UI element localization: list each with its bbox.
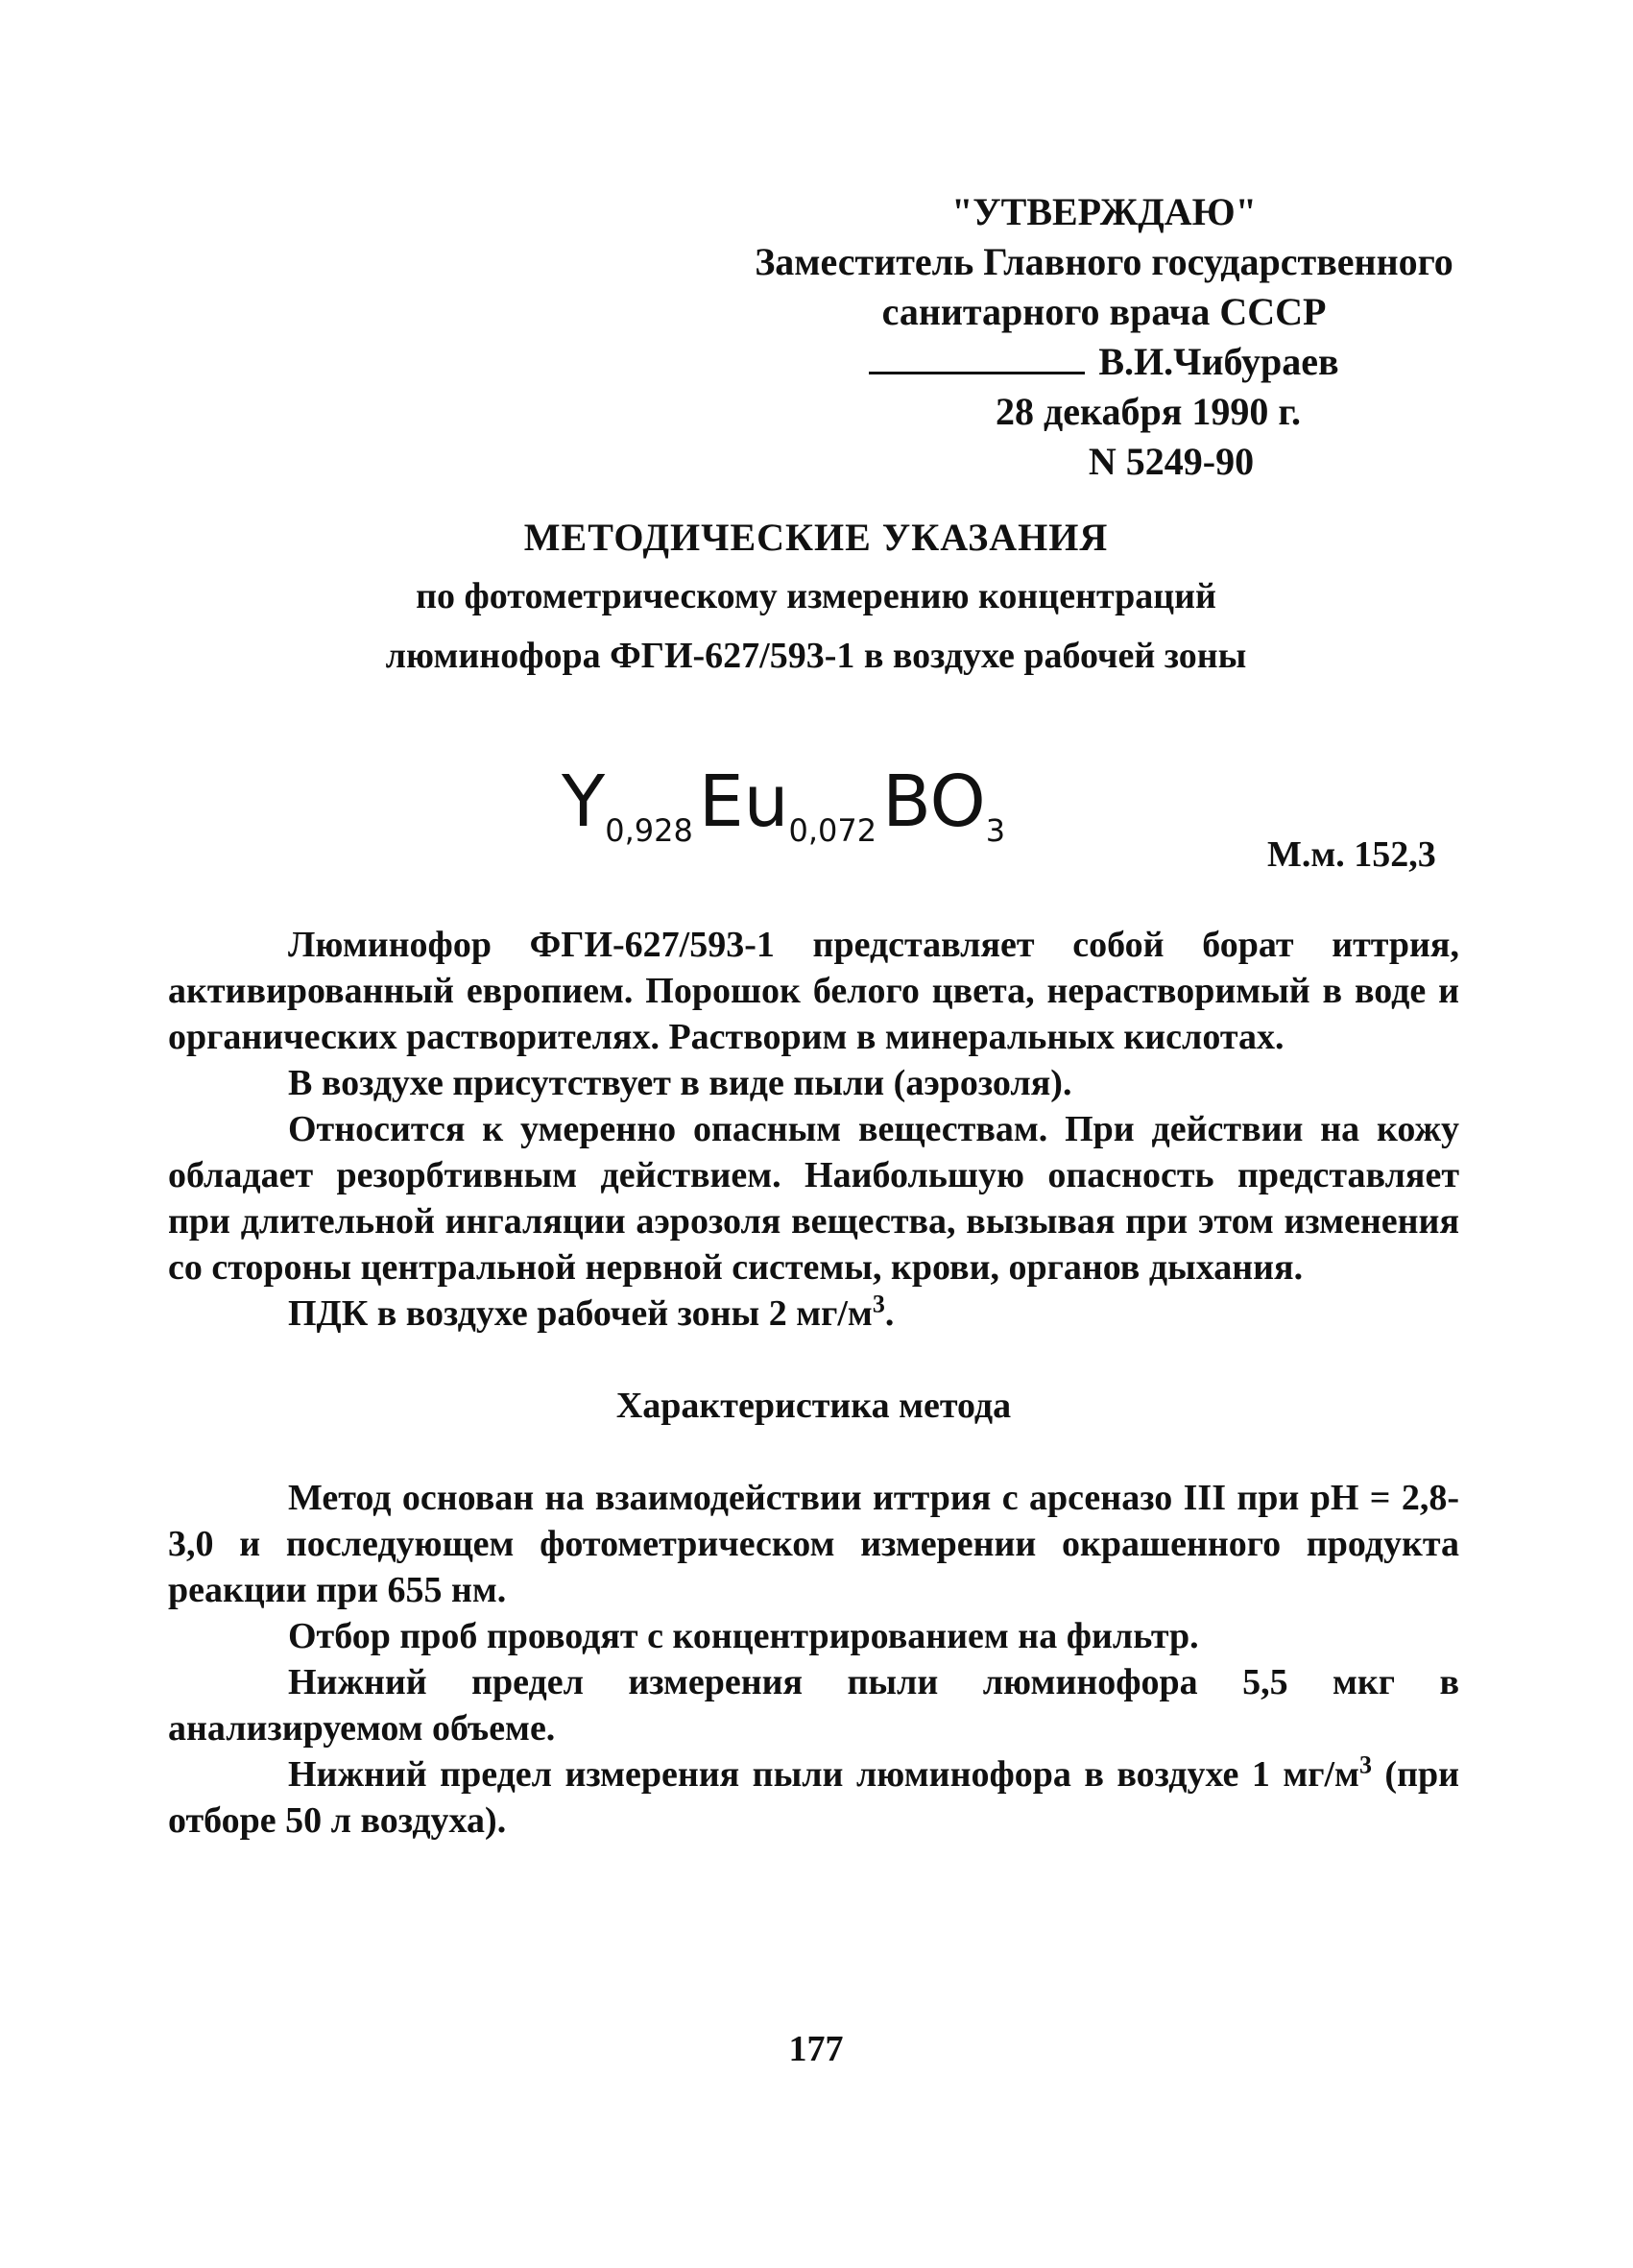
- approval-block: [691, 187, 1517, 487]
- molar-mass: М.м. 152,3: [1267, 834, 1436, 875]
- limit-air-text: Нижний предел измерения пыли люминофора в воздухе 1 мг/м: [288, 1754, 1359, 1795]
- paragraph-lower-limit-air: [168, 1751, 1459, 1844]
- formula-bo: BO: [882, 760, 986, 843]
- formula-eu: Eu: [698, 760, 789, 843]
- paragraph-method: Метод основан на взаимодействии иттрия с арсеназо III при pH = 2,8-3,0 и последующем фотометрическом измерении окрашенного продукта реакции при 655 нм.: [168, 1478, 1459, 1610]
- paragraph-sampling: Отбор проб проводят с концентрированием на фильтр.: [288, 1616, 1199, 1656]
- formula-eu-subscript: 0,072: [788, 812, 877, 849]
- limit-air-end: (при отборе 50 л воздуха).: [168, 1754, 1460, 1841]
- approval-position-line1: Заместитель Главного государственного: [755, 240, 1453, 283]
- paragraph-description: Люминофор ФГИ-627/593-1 представляет собой борат иттрия, активированный европием. Порошок белого цвета, нерастворимый в воде и органических растворителях. Растворим в минеральных кислотах.: [168, 925, 1459, 1057]
- paragraph-lower-limit: Нижний предел измерения пыли люминофора 5,5 мкг в анализируемом объеме.: [168, 1662, 1459, 1749]
- approval-position-line2: санитарного врача СССР: [881, 290, 1327, 333]
- title-line1: МЕТОДИЧЕСКИЕ УКАЗАНИЯ: [523, 516, 1109, 559]
- document-title: [163, 509, 1469, 686]
- pdk-text: ПДК в воздухе рабочей зоны 2 мг/м: [288, 1293, 873, 1334]
- approval-date: 28 декабря 1990 г.: [996, 390, 1301, 433]
- paragraph-hazard: Относится к умеренно опасным веществам. При действии на кожу обладает резорбтивным действием. Наибольшую опасность представляет при длительной ингаляции аэрозоля вещества, вызывая при этом изменения со стороны центральной нервной системы, крови, органов дыхания.: [168, 1109, 1459, 1288]
- pdk-end: .: [884, 1293, 895, 1334]
- paragraph-pdk: [168, 1291, 1459, 1337]
- body-text: [168, 922, 1459, 1844]
- approval-stamp: "УТВЕРЖДАЮ": [951, 190, 1257, 233]
- section-title: Характеристика метода: [615, 1386, 1012, 1426]
- paragraph-air-presence: В воздухе присутствует в виде пыли (аэрозоля).: [288, 1063, 1072, 1103]
- approval-number: N 5249-90: [1088, 440, 1255, 483]
- formula-y-subscript: 0,928: [605, 812, 693, 849]
- formula-o-subscript: 3: [985, 812, 1006, 849]
- limit-air-superscript: 3: [1358, 1750, 1372, 1779]
- pdk-superscript: 3: [872, 1290, 885, 1318]
- page-number: 177: [788, 2029, 844, 2069]
- signatory-name: В.И.Чибураев: [1098, 340, 1339, 383]
- signature-line: [869, 343, 1085, 374]
- signature-row: [691, 337, 1517, 387]
- title-line3: люминофора ФГИ-627/593-1 в воздухе рабочей зоны: [385, 636, 1247, 676]
- chemical-formula: [562, 759, 1011, 858]
- title-line2: по фотометрическому измерению концентраций: [416, 576, 1216, 616]
- formula-y: Y: [562, 760, 606, 843]
